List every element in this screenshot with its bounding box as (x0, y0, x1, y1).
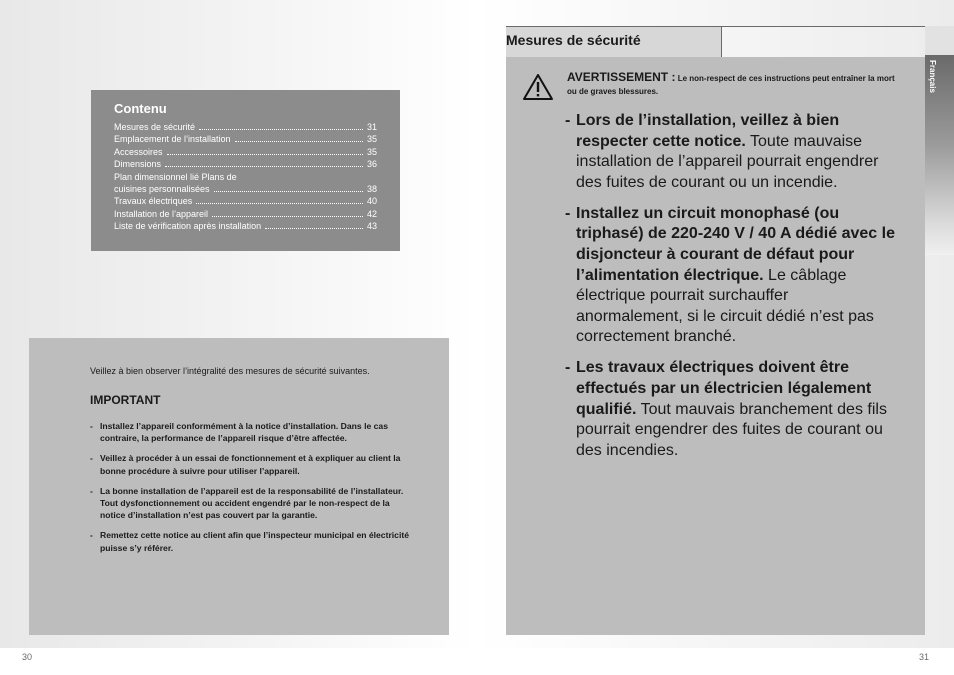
intro-box (29, 338, 449, 635)
page-number-right: 31 (919, 652, 930, 662)
header-rule (506, 26, 926, 27)
toc-leader-dots (214, 184, 363, 192)
safety-bullets (565, 111, 895, 472)
important-item (90, 485, 409, 522)
important-item (90, 420, 409, 444)
list-dash: - (565, 204, 571, 222)
section-title (506, 32, 641, 48)
important-item-text: Veillez à procéder à un essai de fonctionnement et à expliquer au client la bonne procédure à suivre pour utiliser l’appareil. (100, 453, 401, 476)
toc-leader-dots (212, 209, 363, 217)
toc-label: Liste de vérification après installation (114, 221, 262, 232)
toc-leader-dots (196, 196, 363, 204)
intro-text: Veillez à bien observer l’intégralité des mesures de sécurité suivantes. (90, 366, 370, 376)
contents-title: Contenu (114, 101, 167, 116)
toc-leader-dots (167, 147, 363, 155)
toc-leader-dots (199, 122, 363, 130)
important-item (90, 529, 409, 553)
language-tab-top (925, 26, 954, 55)
toc-label: Accessoires (114, 146, 163, 157)
safety-bullet (565, 204, 895, 348)
contents-list (114, 121, 377, 233)
toc-label: Plan dimensionnel lié Plans de (114, 171, 237, 182)
warning-icon (522, 73, 554, 101)
important-item-text: Remettez cette notice au client afin que l’inspecteur municipal en électricité puisse s’y référer. (100, 530, 409, 553)
warning-label: AVERTISSEMENT : (567, 70, 676, 84)
toc-label: Travaux électriques (114, 196, 193, 207)
toc-label: cuisines personnalisées (114, 184, 210, 195)
toc-row (114, 183, 377, 195)
safety-bullet-text: Toute mauvaise installation de l’appareil pourrait engendrer des fuites de courant ou un incendie. (576, 132, 879, 191)
toc-leader-dots (265, 221, 363, 229)
toc-page-number: 36 (366, 159, 377, 170)
toc-leader-dots (235, 134, 363, 142)
toc-row (114, 220, 377, 232)
page-number-left: 30 (22, 652, 33, 662)
toc-row (114, 158, 377, 170)
important-list (90, 420, 409, 554)
left-page (0, 0, 477, 648)
toc-row (114, 171, 377, 183)
toc-page-number: 38 (366, 184, 377, 195)
toc-page-number: 35 (366, 146, 377, 157)
toc-page-number: 40 (366, 196, 377, 207)
warning-text (567, 71, 897, 98)
safety-bullet-text: Tout mauvais branchement des fils pourrait engendrer des fuites de courant ou des incendies. (576, 400, 887, 459)
toc-page-number: 31 (366, 122, 377, 132)
safety-bullet-bold: Les travaux électriques doivent être effectués par un électricien légalement qualifié. (576, 359, 872, 418)
contents-box (91, 90, 400, 251)
toc-label: Emplacement de l’installation (114, 134, 231, 145)
list-dash: - (90, 530, 93, 541)
toc-row (114, 146, 377, 158)
toc-page-number: 42 (366, 208, 377, 219)
list-dash: - (90, 485, 93, 496)
important-heading: IMPORTANT (90, 393, 161, 407)
section-title-text: Mesures de sécurité (506, 32, 641, 48)
safety-bullet-bold: Installez un circuit monophasé (ou triphasé) de 220-240 V / 40 A dédié avec le disjoncteur à courant de défaut pour l’alimentation électrique. (576, 204, 895, 284)
toc-page-number: 43 (366, 221, 377, 232)
toc-label: Dimensions (114, 159, 162, 170)
important-item-text: Installez l’appareil conformément à la notice d’installation. Dans le cas contraire, la performance de l’appareil risque d’être affectée. (100, 421, 388, 444)
toc-label: Installation de l’appareil (114, 208, 209, 219)
important-item (90, 452, 409, 476)
toc-label: Mesures de sécurité (114, 122, 196, 132)
language-label: Français (928, 60, 937, 93)
toc-page-number: 35 (366, 134, 377, 145)
important-item-text: La bonne installation de l’appareil est de la responsabilité de l’installateur. Tout dysfonctionnement ou accident engendré par le non-respect de la notice d’installation n’est pas couvert par la garantie. (100, 485, 404, 521)
toc-row (114, 195, 377, 207)
warning-message: Le non-respect de ces instructions peut entraîner la mort ou de graves blessures. (567, 74, 895, 96)
list-dash: - (90, 421, 93, 431)
toc-row (114, 121, 377, 133)
right-page (477, 0, 954, 648)
list-dash: - (90, 453, 93, 464)
toc-leader-dots (165, 159, 363, 167)
safety-bullet-text: Le câblage électrique pourrait surchauffer anormalement, si le circuit dédié n’est pas correctement branché. (576, 266, 874, 346)
toc-row (114, 133, 377, 145)
safety-bullet (565, 111, 895, 193)
safety-bullet-bold: Lors de l’installation, veillez à bien respecter cette notice. (576, 112, 840, 150)
toc-row (114, 208, 377, 220)
safety-bullet (565, 358, 895, 461)
list-dash: - (565, 359, 571, 377)
list-dash: - (565, 112, 571, 129)
